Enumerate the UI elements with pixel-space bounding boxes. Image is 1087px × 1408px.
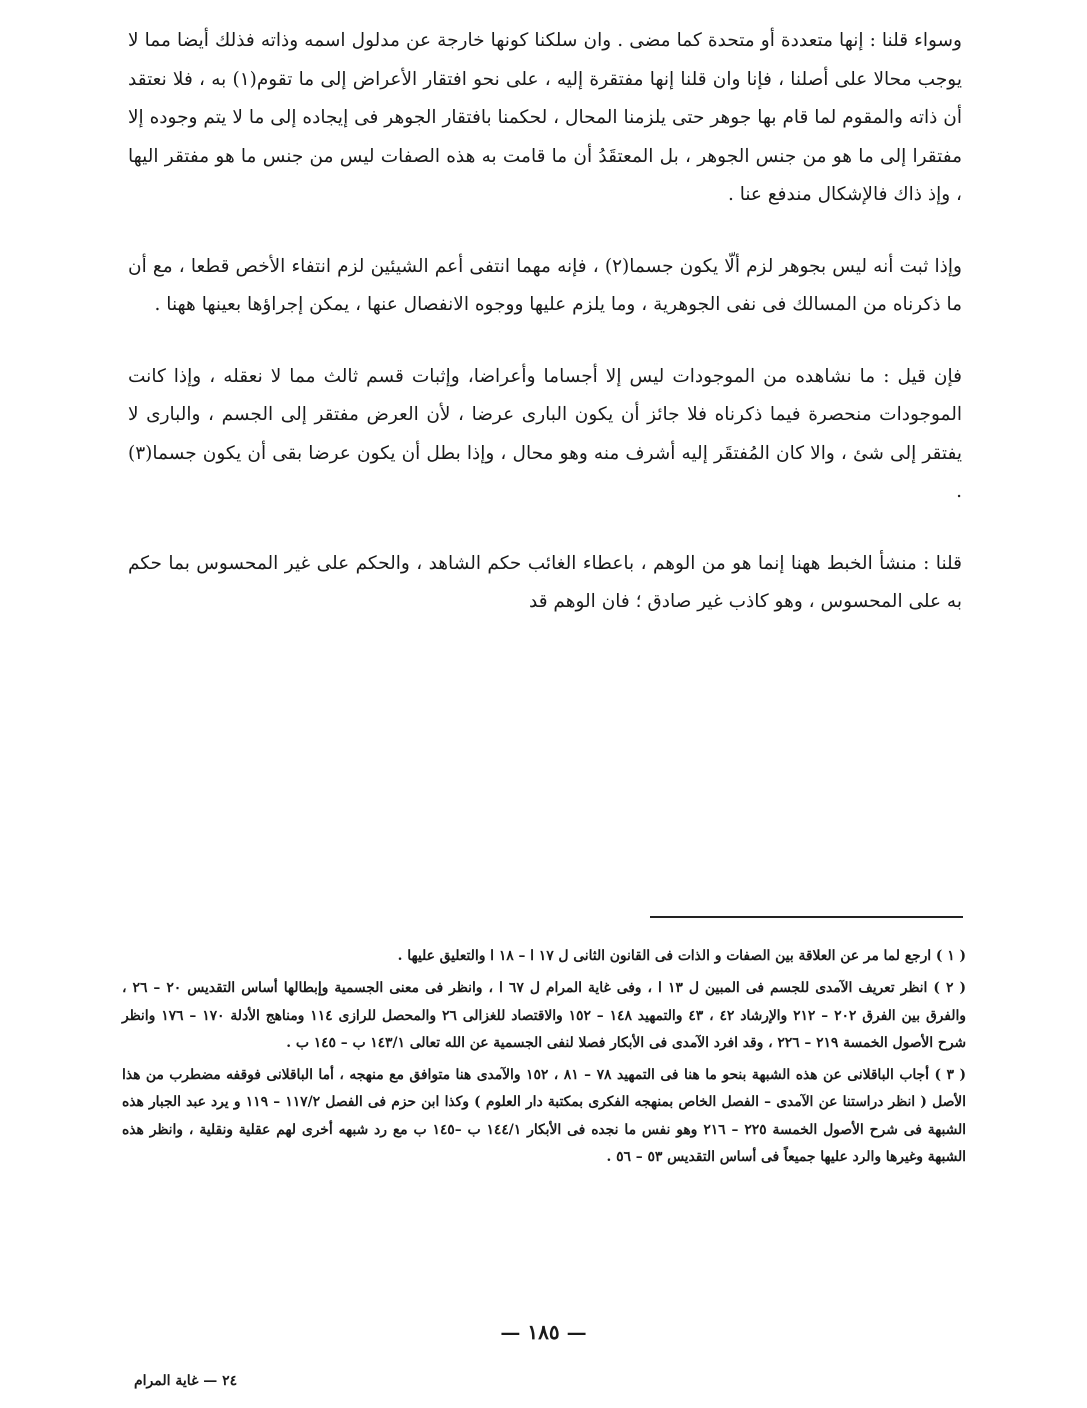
- footnote-1: ( ١ ) ارجع لما مر عن العلاقة بين الصفات و الذات فى القانون الثانى ل ١٧ ا – ١٨ ا والتعليق عليها .: [397, 948, 966, 964]
- paragraph-2: وإذا ثبت أنه ليس بجوهر لزم ألّا يكون جسما(٢) ، فإنه مهما انتفى أعم الشيئين لزم انتفاء الأخص قطعا ، مع أن ما ذكرناه من المسالك فى نفى الجوهرية ، وما يلزم عليها ووجوه الانفصال عنها ، يمكن إجراؤها بعينها ههنا .: [128, 255, 962, 315]
- paragraph-4: قلنا : منشأ الخبط ههنا إنما هو من الوهم ، باعطاء الغائب حكم الشاهد ، والحكم على غير المحسوس بما حكم به على المحسوس ، وهو كاذب غير صادق ؛ فان الوهم قد: [128, 552, 962, 612]
- footnotes: [122, 943, 966, 1171]
- page-number: — ١٨٥ —: [500, 1320, 587, 1344]
- main-text: [128, 22, 962, 622]
- paragraph-1: وسواء قلنا : إنها متعددة أو متحدة كما مضى . وان سلكنا كونها خارجة عن مدلول اسمه وذاته فذلك أيضا مما لا يوجب محالا على أصلنا ، فإنا وان قلنا إنها مفتقرة إليه ، على نحو افتقار الأعراض إلى ما تقوم(١) به ، فلا نعتقد أن ذاته والمقوم لما قام بها جوهر حتى يلزمنا المحال ، لحكمنا بافتقار الجوهر فى إيجاده إلى ما لا يتم وجوده إلا مفتقرا إلى ما هو من جنس الجوهر ، بل المعتقَدُ أن ما قامت به هذه الصفات ليس من جنس ما هو مفتقر اليها ، وإذ ذاك فالإشكال مندفع عنا .: [128, 30, 962, 205]
- footnote-2: ( ٢ ) انظر تعريف الآمدى للجسم فى المبين ل ١٣ ا ، وفى غاية المرام ل ٦٧ ا ، وانظر فى معنى الجسمية وإبطالها أساس التقديس ٢٠ – ٢٦ ، والفرق بين الفرق ٢٠٢ – ٢١٢ والإرشاد ٤٢ ، ٤٣ والتمهيد ١٤٨ – ١٥٢ والاقتصاد للغزالى ٢٦ والمحصل للرازى ١١٤ ومناهج الأدلة ١٧٠ – ١٧٦ وانظر شرح الأصول الخمسة ٢١٩ – ٢٢٦ ، وقد افرد الآمدى فى الأبكار فصلا لنفى الجسمية عن الله تعالى ١٤٣/١ ب – ١٤٥ ب .: [122, 980, 966, 1051]
- printer-signature: ٢٤ — غاية المرام: [134, 1373, 238, 1389]
- paragraph-3: فإن قيل : ما نشاهده من الموجودات ليس إلا أجساما وأعراضا، وإثبات قسم ثالث مما لا نعقله ، وإذا كانت الموجودات منحصرة فيما ذكرناه فلا جائز أن يكون البارى عرضا ، لأن العرض مفتقر إلى الجسم ، والبارى لا يفتقر إلى شئ ، والا كان المُفتقَر إليه أشرف منه وهو محال ، وإذا بطل أن يكون عرضا بقى أن يكون جسما(٣) .: [128, 365, 962, 502]
- footnote-3: ( ٣ ) أجاب الباقلانى عن هذه الشبهة بنحو ما هنا فى التمهيد ٧٨ – ٨١ ، ١٥٢ والآمدى هنا متوافق مع منهجه ، أما الباقلانى فوقفه مضطرب من هذا الأصل ( انظر دراستنا عن الآمدى – الفصل الخاص بمنهجه الفكرى بمكتبة دار العلوم ) وكذا ابن حزم فى الفصل ١١٧/٢ – ١١٩ و يرد عبد الجبار هذه الشبهة فى شرح الأصول الخمسة ٢٢٥ – ٢١٦ وهو نفس ما نجده فى الأبكار ١٤٤/١ ب –١٤٥ ب مع رد شبهه أخرى لهم عقلية ونقلية ، وانظر هذه الشبهة وغيرها والرد عليها جميعاً فى أساس التقديس ٥٣ – ٥٦ .: [122, 1067, 967, 1166]
- footnote-separator: [650, 916, 963, 918]
